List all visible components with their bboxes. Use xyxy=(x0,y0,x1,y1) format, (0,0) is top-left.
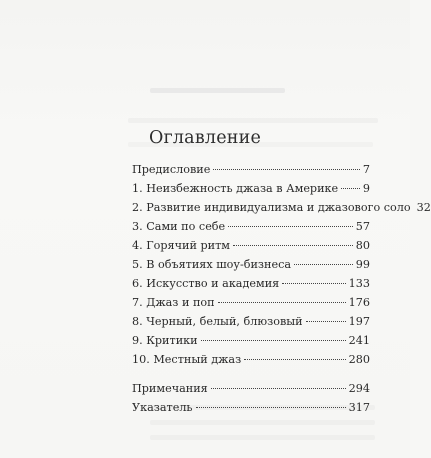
toc-entry xyxy=(132,236,370,255)
toc-entry-page: 197 xyxy=(348,315,370,328)
dot-leader xyxy=(282,283,345,284)
toc-entry-page: 133 xyxy=(348,277,370,290)
toc-entry-label: Предисловие xyxy=(132,163,211,176)
toc-entry-page: 176 xyxy=(348,296,370,309)
toc-entry-label: 5. В объятиях шоу-бизнеса xyxy=(132,258,292,271)
toc-entry-page: 32 xyxy=(416,201,431,214)
bleed-through-mark xyxy=(128,118,378,123)
dot-leader xyxy=(233,245,353,246)
toc-entry xyxy=(132,179,370,198)
toc-entry-label: 3. Сами по себе xyxy=(132,220,226,233)
toc-entry-label: 1. Неизбежность джаза в Америке xyxy=(132,182,339,195)
dot-leader xyxy=(218,302,346,303)
section-gap xyxy=(132,369,370,379)
toc-entry-label: 4. Горячий ритм xyxy=(132,239,230,252)
toc-entry-page: 99 xyxy=(355,258,370,271)
dot-leader xyxy=(294,264,353,265)
dot-leader xyxy=(306,321,346,322)
toc-entry-page: 9 xyxy=(362,182,370,195)
dot-leader xyxy=(213,169,360,170)
toc-entry-label: Примечания xyxy=(132,382,208,395)
toc-entry-label: Указатель xyxy=(132,401,193,414)
toc-entry-page: 57 xyxy=(355,220,370,233)
toc-entry xyxy=(132,350,370,369)
toc-entry-label: 8. Черный, белый, блюзовый xyxy=(132,315,303,328)
toc-entry xyxy=(132,217,370,236)
toc-entry-label: 2. Развитие индивидуализма и джазового соло xyxy=(132,201,411,214)
toc-entry xyxy=(132,293,370,312)
dot-leader xyxy=(196,407,346,408)
toc-entry xyxy=(132,274,370,293)
toc-entry-page: 241 xyxy=(348,334,370,347)
toc-entry-label: 9. Критики xyxy=(132,334,198,347)
dot-leader xyxy=(211,388,346,389)
toc-entry-label: 6. Искусство и академия xyxy=(132,277,280,290)
bleed-through-mark xyxy=(150,420,375,425)
toc-entry-page: 280 xyxy=(348,353,370,366)
toc-entry-label: 7. Джаз и поп xyxy=(132,296,215,309)
toc-title: Оглавление xyxy=(148,128,262,148)
bleed-through-mark xyxy=(150,435,375,440)
table-of-contents xyxy=(132,160,431,417)
toc-entry-label: 10. Местный джаз xyxy=(132,353,242,366)
toc-entry xyxy=(132,312,370,331)
toc-entry-page: 317 xyxy=(348,401,370,414)
toc-appendix-entry xyxy=(132,398,370,417)
toc-entry xyxy=(132,255,370,274)
toc-entry-page: 294 xyxy=(348,382,370,395)
dot-leader xyxy=(201,340,346,341)
dot-leader xyxy=(341,188,360,189)
toc-entry xyxy=(132,331,370,350)
dot-leader xyxy=(228,226,353,227)
dot-leader xyxy=(244,359,345,360)
toc-entry-page: 80 xyxy=(355,239,370,252)
toc-appendix-entry xyxy=(132,379,370,398)
toc-entry xyxy=(132,198,431,217)
toc-entry-page: 7 xyxy=(362,163,370,176)
bleed-through-mark xyxy=(150,88,285,93)
toc-entry xyxy=(132,160,370,179)
